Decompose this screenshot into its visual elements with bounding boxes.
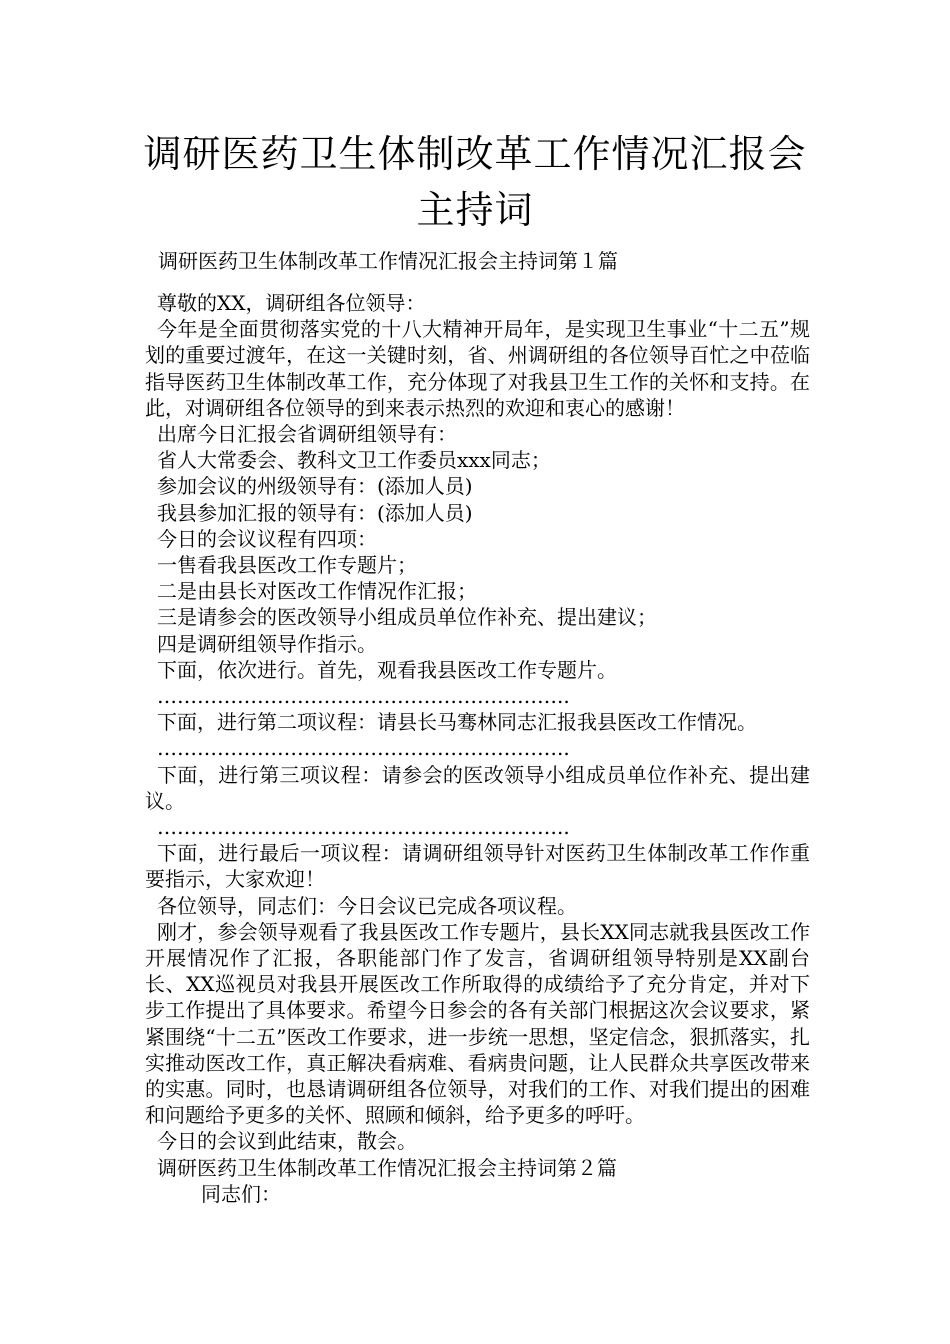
part2-heading: 调研医药卫生体制改革工作情况汇报会主持词第２篇 <box>157 1155 617 1180</box>
attendee-line: 省人大常委会、教科文卫工作委员xxx同志； <box>157 448 551 473</box>
agenda-step-three: 下面，进行第三项议程：请参会的医改领导小组成员单位作补充、提出建议。 <box>145 762 810 813</box>
agenda-item: 三是请参会的医改领导小组成员单位作补充、提出建议； <box>157 605 657 630</box>
salutation: 尊敬的XX，调研组各位领导： <box>157 291 426 315</box>
agenda-item: 一售看我县医改工作专题片； <box>157 553 417 578</box>
agenda-step-two: 下面，进行第二项议程：请县长马骞林同志汇报我县医改工作情况。 <box>157 710 757 735</box>
closing-address: 各位领导，同志们：今日会议已完成各项议程。 <box>157 893 577 918</box>
document-body <box>145 290 810 1207</box>
summary-paragraph: 刚才，参会领导观看了我县医改工作专题片，县长XX同志就我县医改工作开展情况作了汇报，各职能部门作了发言，省调研组领导特别是XX副台长、XX巡视员对我县开展医改工作所取得的成绩给予了充分肯定，并对下步工作提出了具体要求。希望今日参会的各有关部门根据这次会议要求，紧紧围绕“十二五”医改工作要求，进一步统一思想，坚定信念，狠抓落实，扎实推动医改工作，真正解决看病难、看病贵问题，让人民群众共享医改带来的实惠。同时，也恳请调研组各位领导，对我们的工作、对我们提出的困难和问题给予更多的关怀、照顾和倾斜，给予更多的呼吁。 <box>145 919 810 1128</box>
adjourn-line: 今日的会议到此结束，散会。 <box>157 1129 417 1154</box>
part2-salutation: 同志们： <box>201 1181 281 1206</box>
proceed-line: 下面，依次进行。首先，观看我县医改工作专题片。 <box>157 657 617 682</box>
dots-separator: …………………………………………………….. <box>157 736 570 761</box>
dots-separator: …………………………………………………….. <box>157 684 570 709</box>
opening-paragraph: 今年是全面贯彻落实党的十八大精神开局年，是实现卫生事业“十二五”规划的重要过渡年，在这一关键时刻，省、州调研组的各位领导百忙之中莅临指导医药卫生体制改革工作，充分体现了对我县卫生工作的关怀和支持。在此，对调研组各位领导的到来表示热烈的欢迎和衷心的感谢！ <box>145 317 810 420</box>
attendee-line: 我县参加汇报的领导有：(添加人员) <box>157 500 473 525</box>
attendees-intro: 出席今日汇报会省调研组领导有： <box>157 422 457 447</box>
agenda-item: 二是由县长对医改工作情况作汇报； <box>157 579 477 604</box>
dots-separator: …………………………………………………….. <box>157 815 570 840</box>
agenda-step-final: 下面，进行最后一项议程：请调研组领导针对医药卫生体制改革工作作重要指示，大家欢迎！ <box>145 841 810 892</box>
agenda-item: 四是调研组领导作指示。 <box>157 631 377 656</box>
agenda-intro: 今日的会议议程有四项： <box>157 526 377 551</box>
part1-heading: 调研医药卫生体制改革工作情况汇报会主持词第１篇 <box>158 249 618 273</box>
attendee-line: 参加会议的州级领导有：(添加人员) <box>157 474 473 499</box>
document-title: 调研医药卫生体制改革工作情况汇报会主持词 <box>143 132 807 232</box>
